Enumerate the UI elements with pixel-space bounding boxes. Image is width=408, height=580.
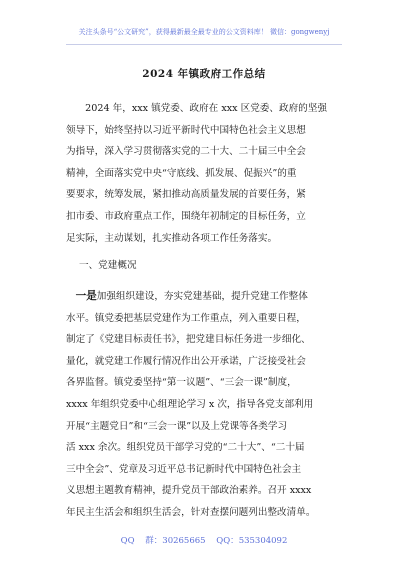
- paragraph-line: 各界监督。镇党委坚持“第一议题”、“三会一课”制度，: [66, 377, 297, 389]
- paragraph-line: 制定了《党建目标责任书》，把党建目标任务进一步细化、: [66, 334, 311, 346]
- paragraph-line: 开展“主题党日”和“三会一课”以及上党课等各类学习: [66, 420, 288, 432]
- qq-number: 535304092: [238, 536, 288, 546]
- paragraph-first-line: [66, 286, 358, 308]
- paragraph-line: 活 xxx 余次。组织党员干部学习党的“二十大”、“二十届: [66, 442, 305, 454]
- paragraph-line: xxxx 年组织党委中心组理论学习 x 次，指导各党支部利用: [66, 398, 314, 410]
- paragraph-line-text: 加强组织建设，夯实党建基础，提升党建工作整体: [96, 291, 308, 302]
- intro-paragraph: [66, 98, 358, 249]
- qq-label: QQ：: [216, 536, 239, 546]
- paragraph-line: 2024 年，xxx 镇党委、政府在 xxx 区党委、政府的坚强: [66, 103, 327, 114]
- header-divider: [66, 44, 342, 45]
- paragraph-line: 义思想主题教育精神，提升党员干部政治素养。召开 xxxx: [66, 485, 312, 497]
- paragraph-lead: 一是: [75, 290, 97, 302]
- header-note: 关注头条号“公文研究”，获得最新最全最专业的公文资料库！ 微信：gongwenyj: [78, 28, 330, 36]
- paragraph-line: 足实际，主动谋划，扎实推动各项工作任务落实。: [66, 232, 278, 244]
- paragraph-line: 三中全会”、党章及习近平总书记新时代中国特色社会主: [66, 463, 302, 475]
- paragraph-line: 精神，全面落实党中央“守底线、抓发展、促振兴”的重: [66, 167, 297, 179]
- section-heading: 一、党建概况: [79, 260, 137, 271]
- footer-contact: [0, 534, 408, 546]
- paragraph-line: 水平。镇党委把基层党建作为工作重点，列入重要日程，: [66, 312, 306, 324]
- paragraph-line: 领导下，始终坚持以习近平新时代中国特色社会主义思想: [66, 124, 306, 136]
- paragraph-line: 年民主生活会和组织生活会，针对查摆问题列出整改清单。: [66, 506, 316, 518]
- qq-group-number: 30265665: [162, 536, 206, 546]
- section-paragraph: [66, 286, 358, 524]
- document-title: 2024 年镇政府工作总结: [142, 68, 266, 80]
- paragraph-line: 要要求，统筹发展，紧扣推动高质量发展的首要任务，紧: [66, 189, 306, 201]
- paragraph-line: 扣市委、市政府重点工作，围绕年初制定的目标任务，立: [66, 210, 306, 222]
- paragraph-line: 为指导，深入学习贯彻落实党的二十大、二十届三中全会: [66, 146, 306, 158]
- paragraph-line: 量化，就党建工作履行情况作出公开承诺，广泛接受社会: [66, 355, 306, 367]
- qq-group-label: QQ 群：: [120, 536, 163, 546]
